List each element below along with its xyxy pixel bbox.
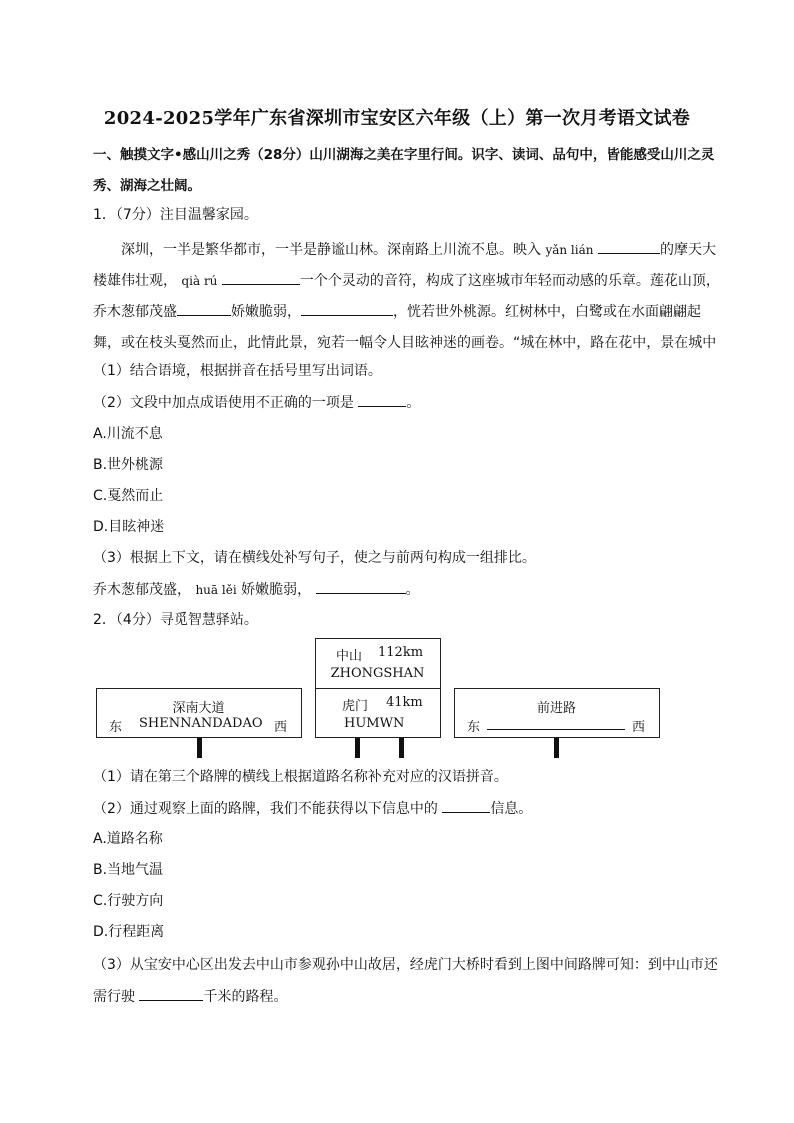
passage-text: 一个个灵动的音符，构成了这座城市年轻而动感的乐章。莲花山顶，乔木葱郁茂盛 — [93, 273, 720, 320]
question-2-sub2 — [93, 798, 532, 819]
question-2-header: 2．（4分）寻觅智慧驿站。 — [93, 612, 258, 628]
sign-pinyin: HUMWN — [344, 716, 405, 731]
pinyin-hint: yǎn lián — [545, 243, 594, 257]
sign-pinyin: ZHONGSHAN — [330, 666, 425, 681]
sub-text: 千米的路程。 — [203, 989, 288, 1005]
passage-text: 的摩天大楼雄伟壮观， — [93, 242, 716, 289]
passage-text: ，恍若世外桃源。红树林中，白鹭或在水面翩翩起舞，或在枝头戛然而止，此情此景，宛若一幅令人目眩神迷的画卷。“城在林中，路在花中，景在城中 — [93, 304, 717, 351]
pinyin-hint: qià rú — [181, 274, 218, 288]
sign-post — [197, 738, 202, 758]
sign-post — [355, 738, 360, 758]
option-a[interactable]: A.道路名称 — [93, 831, 163, 847]
question-1-header: 1．（7分）注目温馨家园。 — [93, 207, 258, 223]
sign-pinyin: SHENNANDADAO — [139, 716, 263, 731]
sign-post — [554, 738, 559, 758]
sign-east: 东 — [467, 720, 481, 735]
question-1-passage — [93, 235, 723, 359]
sign-distance: 41km — [386, 695, 423, 710]
road-sign-left — [96, 688, 302, 738]
road-sign-right — [454, 688, 660, 738]
sub-text: 。 — [406, 395, 421, 411]
sub-text: 。 — [405, 582, 420, 598]
sign-city-name: 中山 — [336, 649, 363, 664]
passage-text: 深圳，一半是繁华都市，一半是静谧山林。深南路上川流不息。映入 — [121, 242, 541, 258]
sign-city-name: 虎门 — [342, 699, 369, 714]
option-b[interactable]: B.世外桃源 — [93, 457, 164, 473]
answer-blank[interactable] — [598, 239, 660, 254]
answer-blank[interactable] — [358, 392, 406, 407]
answer-blank[interactable] — [139, 986, 203, 1001]
road-sign-middle-bottom — [315, 688, 441, 738]
section-heading: 一、触摸文字•感山川之秀（28分）山川湖海之美在字里行间。识字、读词、品句中，皆能感受山川之灵秀、湖海之壮阔。 — [93, 147, 715, 194]
sub-text: 信息。 — [490, 801, 533, 817]
pinyin-hint: huā lěi — [195, 583, 237, 597]
answer-blank[interactable] — [177, 301, 231, 316]
answer-blank[interactable] — [442, 798, 490, 813]
answer-blank[interactable] — [222, 270, 300, 285]
option-b[interactable]: B.当地气温 — [93, 862, 164, 878]
sub-text: 需行驶 — [93, 989, 135, 1005]
sign-west: 西 — [632, 720, 646, 735]
answer-blank[interactable] — [316, 579, 406, 594]
option-c[interactable]: C.戛然而止 — [93, 488, 164, 504]
sign-road-name: 前进路 — [536, 701, 576, 716]
question-1-sub2 — [93, 392, 420, 413]
answer-blank[interactable] — [301, 301, 393, 316]
sign-pinyin-blank[interactable] — [487, 729, 625, 730]
road-sign-middle-top — [315, 638, 441, 689]
sub-text: （2）文段中加点成语使用不正确的一项是 — [93, 395, 354, 411]
sign-east: 东 — [109, 720, 123, 735]
question-2-sub1: （1）请在第三个路牌的横线上根据道路名称补充对应的汉语拼音。 — [93, 769, 508, 785]
sub-text: 娇嫩脆弱， — [241, 582, 312, 598]
option-d[interactable]: D.行程距离 — [93, 924, 165, 940]
option-a[interactable]: A.川流不息 — [93, 426, 163, 442]
sign-distance: 112km — [378, 645, 424, 660]
page-title: 2024-2025学年广东省深圳市宝安区六年级（上）第一次月考语文试卷 — [103, 108, 691, 129]
passage-text: 娇嫩脆弱， — [231, 304, 301, 320]
option-c[interactable]: C.行驶方向 — [93, 893, 164, 909]
question-1-sub3: （3）根据上下文，请在横线处补写句子，使之与前两句构成一组排比。 — [93, 550, 536, 566]
sign-post — [399, 738, 404, 758]
question-1-sub3-line — [93, 579, 420, 600]
question-2-sub3: （3）从宝安中心区出发去中山市参观孙中山故居，经虎门大桥时看到上图中间路牌可知：到中山市还 — [93, 957, 718, 973]
sub-text: 乔木葱郁茂盛， — [93, 582, 191, 598]
question-2-sub3-cont — [93, 986, 287, 1007]
sign-west: 西 — [274, 720, 288, 735]
option-d[interactable]: D.目眩神迷 — [93, 519, 165, 535]
sign-road-name: 深南大道 — [172, 701, 225, 716]
question-1-sub1: （1）结合语境，根据拼音在括号里写出词语。 — [93, 363, 382, 379]
sub-text: （2）通过观察上面的路牌，我们不能获得以下信息中的 — [93, 801, 438, 817]
